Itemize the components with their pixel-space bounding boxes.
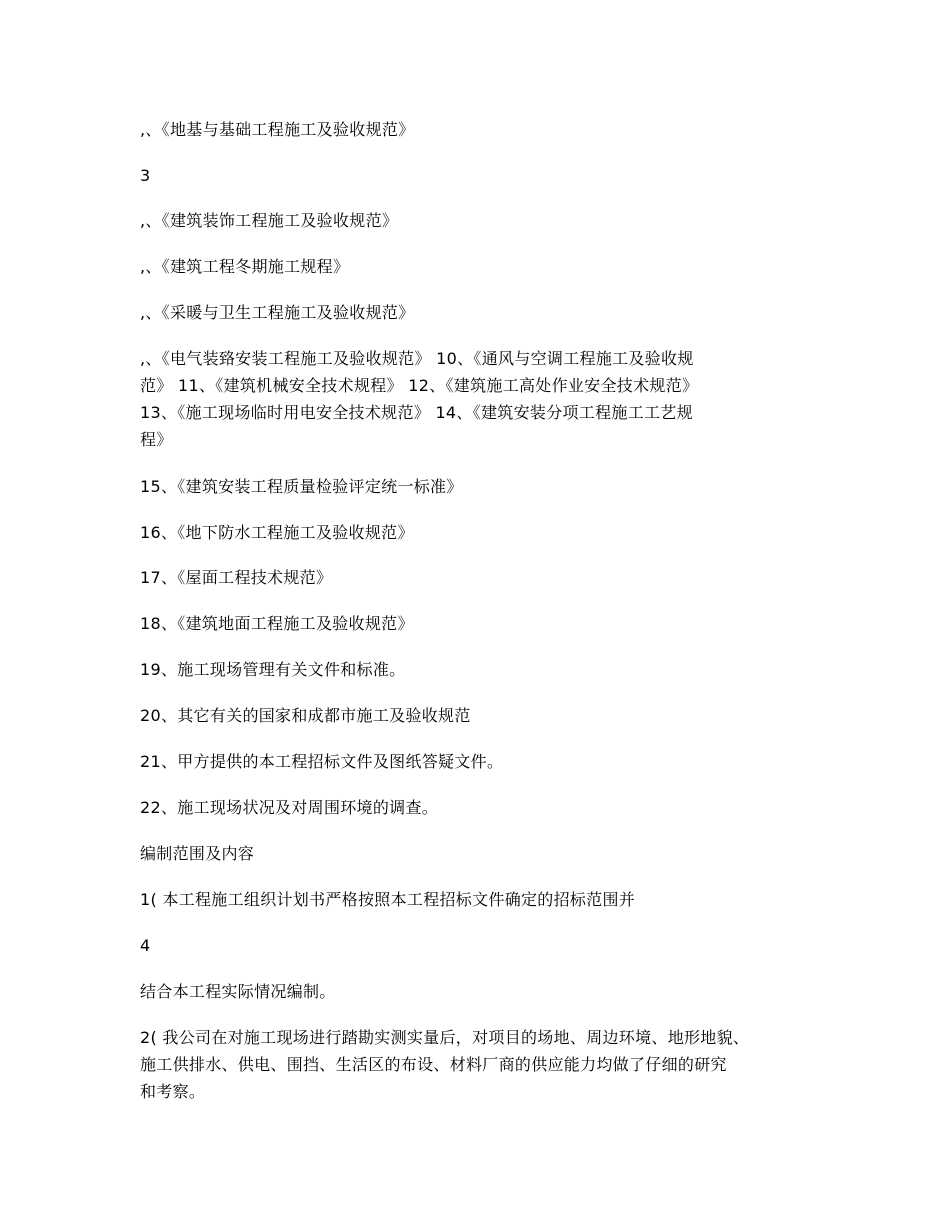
list-item: 20、其它有关的国家和成都市施工及验收规范 [140, 706, 471, 725]
list-item: 19、施工现场管理有关文件和标准。 [140, 660, 406, 679]
page-number: 3 [140, 166, 151, 185]
paragraph-line: 范》 11、《建筑机械安全技术规程》 12、《建筑施工高处作业安全技术规范》 [140, 376, 699, 395]
section-heading: 编制范围及内容 [140, 844, 255, 863]
paragraph-line: 程》 [140, 430, 173, 449]
list-item: 18、《建筑地面工程施工及验收规范》 [140, 614, 414, 633]
paragraph-line: 施工供排水、供电、围挡、生活区的布设、材料厂商的供应能力均做了仔细的研究 [140, 1055, 727, 1074]
list-item: 17、《屋面工程技术规范》 [140, 568, 333, 587]
paragraph-line: 13、《施工现场临时用电安全技术规范》 14、《建筑安装分项工程施工工艺规 [140, 403, 693, 422]
paragraph-line: ,、《电气装臵安装工程施工及验收规范》 10、《通风与空调工程施工及验收规 [140, 349, 694, 368]
spec-line: ,、《采暖与卫生工程施工及验收规范》 [140, 303, 415, 322]
scope-item-continuation: 结合本工程实际情况编制。 [140, 982, 336, 1001]
scope-item-paragraph [140, 1024, 840, 1105]
list-item: 16、《地下防水工程施工及验收规范》 [140, 523, 414, 542]
page-number: 4 [140, 936, 151, 955]
list-item: 15、《建筑安装工程质量检验评定统一标准》 [140, 477, 463, 496]
scope-item: 1( 本工程施工组织计划书严格按照本工程招标文件确定的招标范围并 [140, 890, 636, 909]
list-item: 21、甲方提供的本工程招标文件及图纸答疑文件。 [140, 752, 504, 771]
list-item: 22、施工现场状况及对周围环境的调查。 [140, 798, 439, 817]
paragraph-line: 2( 我公司在对施工现场进行踏勘实测实量后，对项目的场地、周边环境、地形地貌、 [140, 1028, 750, 1047]
spec-line: ,、《地基与基础工程施工及验收规范》 [140, 120, 415, 139]
combined-spec-paragraph [140, 345, 840, 453]
spec-line: ,、《建筑装饰工程施工及验收规范》 [140, 211, 399, 230]
spec-line: ,、《建筑工程冬期施工规程》 [140, 257, 350, 276]
paragraph-line: 和考察。 [140, 1082, 206, 1101]
